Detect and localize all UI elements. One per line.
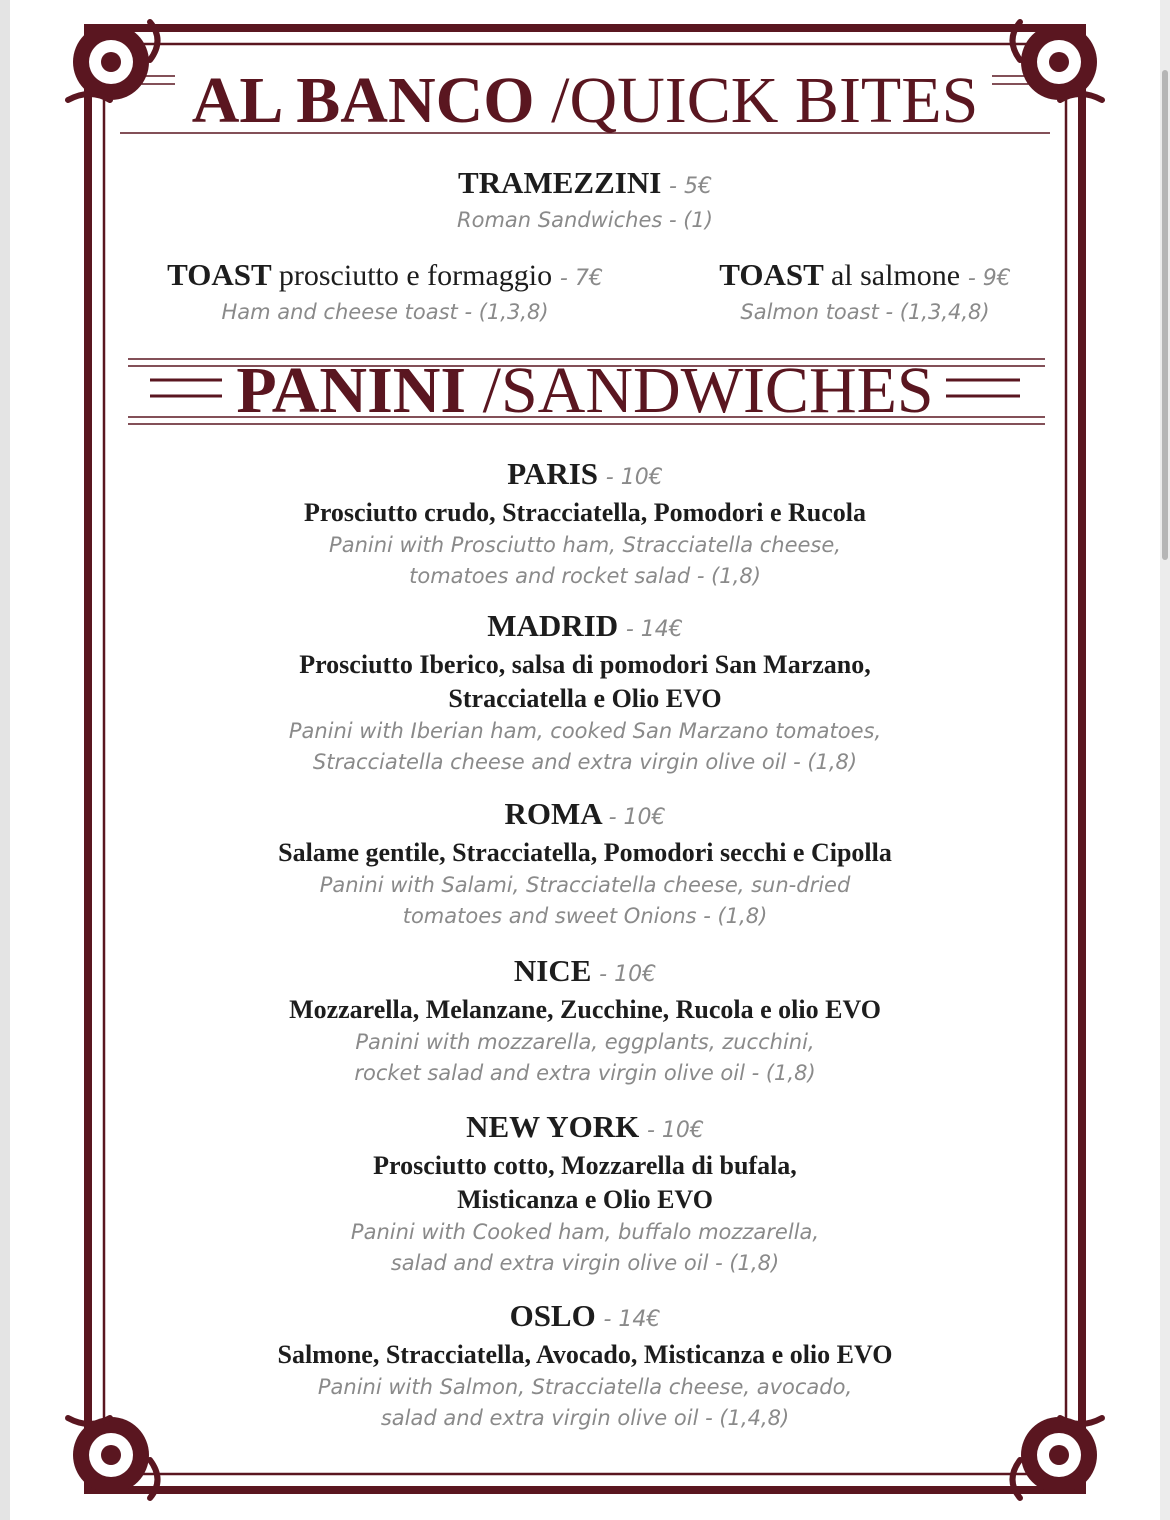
- item-name: NICE: [513, 953, 592, 988]
- item-name: OSLO: [509, 1298, 596, 1333]
- item-title: [0, 1109, 1170, 1149]
- item-description-english: [0, 1027, 1170, 1089]
- menu-item-roma: [0, 796, 1170, 932]
- item-title: [0, 1298, 1170, 1338]
- item-description-english: [0, 716, 1170, 778]
- menu-item-paris: [0, 456, 1170, 592]
- description-line: Panini with Iberian ham, cooked San Marzano tomatoes,: [288, 719, 882, 743]
- item-price: - 10€: [646, 1118, 704, 1143]
- description-line: Panini with Cooked ham, buffalo mozzarella,: [350, 1220, 820, 1244]
- item-description-english: Salmon toast - (1,3,4,8): [740, 300, 990, 324]
- item-name: ROMA: [504, 796, 601, 831]
- item-title: [0, 608, 1170, 648]
- description-line: Salame gentile, Stracciatella, Pomodori secchi e Cipolla: [278, 838, 892, 867]
- item-price: - 7€: [559, 266, 603, 291]
- item-description-english: [0, 870, 1170, 932]
- heading-english: /SANDWICHES: [482, 354, 934, 427]
- item-description-english: [0, 530, 1170, 592]
- description-line: tomatoes and sweet Onions - (1,8): [402, 904, 768, 928]
- item-description-italian: [0, 648, 1170, 716]
- item-title: [0, 953, 1170, 993]
- description-line: Panini with mozzarella, eggplants, zucchini,: [355, 1030, 815, 1054]
- item-title: [0, 165, 1170, 205]
- description-line: salad and extra virgin olive oil - (1,8): [390, 1251, 780, 1275]
- section-heading-sandwiches: [0, 354, 1170, 427]
- item-name-sub: al salmone: [830, 259, 961, 292]
- description-line: Prosciutto cotto, Mozzarella di bufala,: [373, 1151, 797, 1180]
- description-line: Panini with Salami, Stracciatella cheese, sun-dried: [319, 873, 851, 897]
- item-price: - 10€: [608, 805, 666, 830]
- item-description-english: Ham and cheese toast - (1,3,8): [221, 300, 549, 324]
- item-price: - 9€: [967, 266, 1011, 291]
- item-title: [640, 257, 1090, 297]
- item-description-italian: [0, 496, 1170, 530]
- description-line: Prosciutto Iberico, salsa di pomodori San Marzano,: [299, 650, 871, 679]
- description-line: Mozzarella, Melanzane, Zucchine, Rucola e olio EVO: [289, 995, 881, 1024]
- item-name: TRAMEZZINI: [458, 165, 662, 200]
- item-description-italian: [0, 1338, 1170, 1372]
- item-description-english: [0, 1372, 1170, 1434]
- description-line: Misticanza e Olio EVO: [457, 1185, 713, 1214]
- item-description-italian: [0, 836, 1170, 870]
- item-name: NEW YORK: [466, 1109, 640, 1144]
- description-line: tomatoes and rocket salad - (1,8): [409, 564, 761, 588]
- description-line: Panini with Salmon, Stracciatella cheese, avocado,: [317, 1375, 853, 1399]
- menu-item-toast-prosciutto: [100, 257, 670, 328]
- section-heading-quick-bites: [0, 64, 1170, 137]
- item-price: - 14€: [603, 1307, 661, 1332]
- menu-item-new-york: [0, 1109, 1170, 1279]
- description-line: Stracciatella cheese and extra virgin olive oil - (1,8): [312, 750, 858, 774]
- item-name: TOAST: [719, 257, 824, 292]
- heading-english: /QUICK BITES: [551, 64, 979, 137]
- description-line: Prosciutto crudo, Stracciatella, Pomodori e Rucola: [303, 498, 867, 527]
- menu-item-tramezzini: [0, 165, 1170, 236]
- description-line: rocket salad and extra virgin olive oil - (1,8): [354, 1061, 816, 1085]
- description-line: Panini with Prosciutto ham, Stracciatella cheese,: [329, 533, 841, 557]
- heading-italian: PANINI: [236, 354, 467, 427]
- heading-italian: AL BANCO: [191, 64, 535, 137]
- item-title: [0, 456, 1170, 496]
- item-description-italian: [0, 993, 1170, 1027]
- description-line: salad and extra virgin olive oil - (1,4,8): [380, 1406, 790, 1430]
- item-title: [100, 257, 670, 297]
- item-name-sub: prosciutto e formaggio: [278, 259, 553, 292]
- menu-item-nice: [0, 953, 1170, 1089]
- item-description-english: [0, 1217, 1170, 1279]
- description-line: Stracciatella e Olio EVO: [448, 684, 722, 713]
- item-price: - 10€: [605, 465, 663, 490]
- item-name: PARIS: [507, 456, 599, 491]
- item-name: TOAST: [167, 257, 272, 292]
- item-title: [0, 796, 1170, 836]
- menu-item-oslo: [0, 1298, 1170, 1434]
- menu-item-madrid: [0, 608, 1170, 778]
- item-price: - 10€: [599, 962, 657, 987]
- item-price: - 14€: [625, 617, 683, 642]
- item-description-english: Roman Sandwiches - (1): [457, 208, 713, 232]
- description-line: Salmone, Stracciatella, Avocado, Misticanza e olio EVO: [277, 1340, 893, 1369]
- menu-item-toast-salmone: [640, 257, 1090, 328]
- item-name: MADRID: [487, 608, 619, 643]
- item-description-italian: [0, 1149, 1170, 1217]
- item-price: - 5€: [669, 174, 712, 199]
